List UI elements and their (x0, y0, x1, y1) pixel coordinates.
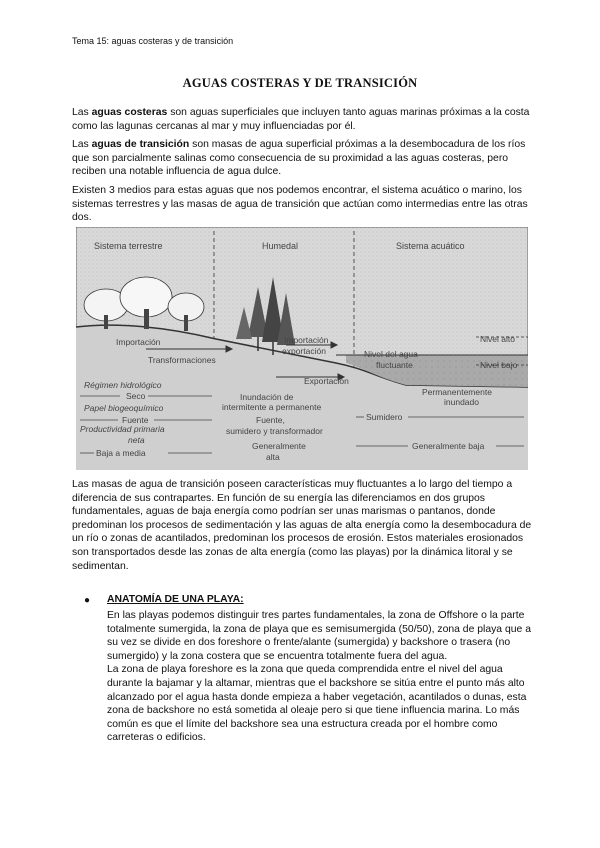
section-body (107, 609, 539, 745)
text-span: son masas de agua superficial próximas a la desembocadura de los ríos que son parcialmente salinas como consecuencia de su proximidad a las aguas costeras, pero reciben una notable influencia de agua dulce. (72, 139, 526, 178)
label-generalmente-baja: Generalmente baja (412, 441, 485, 451)
transition-paragraph: Las masas de agua de transición poseen características muy fluctuantes a lo largo del tiempo a diferencia de sus contrapartes. En función de su energía las diferenciamos en dos grupos fundamentales, aguas de baja energía como podrían ser unas marismas o pantanos, donde predominan los procesos de sedimentación y las aguas de alta energía como la desembocadura de un río o zonas de acantilados, predominan los procesos de erosión. Estos materiales erosionados son transportados desde las zonas de alta energía (como las playas) por la dinámica litoral y se sedimentan. (72, 479, 532, 572)
label-permanente-1: Permanentemente (422, 387, 492, 397)
section-paragraph-1: En las playas podemos distinguir tres partes fundamentales, la zona de Offshore o la parte totalmente sumergida, la zona de playa que es semisumergida (50/50), zona de playa que a su vez se divide en dos foreshore o frente/alante (sumergida) y backshore o trasera (no sumergido) y la zona costera que se encuentra totalmente fuera del agua. (107, 610, 531, 662)
label-productividad-2: neta (128, 435, 145, 445)
label-generalmente-2: alta (266, 452, 280, 462)
label-inundacion-1: Inundación de (240, 392, 294, 402)
section-title: ANATOMÍA DE UNA PLAYA: (107, 594, 244, 605)
label-productividad-1: Productividad primaria (80, 424, 165, 434)
label-nivel-bajo: Nivel bajo (480, 360, 518, 370)
label-sumidero-mid: sumidero y transformador (226, 426, 323, 436)
page-title: AGUAS COSTERAS Y DE TRANSICIÓN (182, 76, 418, 90)
label-exportacion-mid: exportación (282, 346, 326, 356)
label-papel: Papel biogeoquímico (84, 403, 164, 413)
page-header: Tema 15: aguas costeras y de transición (72, 36, 234, 46)
label-exportacion-bottom: Exportación (304, 376, 349, 386)
section-paragraph-2: La zona de playa foreshore es la zona que queda comprendida entre el nivel del agua durante la bajamar y la altamar, mientras que el backshore se sitúa entre el punto más alto alcanzado por el agua hasta donde empieza a haber vegetación, acantilados o dunas, esta zona de backshore no está sometida al oleaje pero si que tiene influencia marina. Lo más común es que el límite del backshore sea una estructura creada por el hombre como carreteras o edificios. (107, 664, 527, 744)
label-nivel-agua-2: fluctuante (376, 360, 413, 370)
label-regimen: Régimen hidrológico (84, 380, 162, 390)
label-nivel-alto: Nivel alto (480, 334, 515, 344)
label-humedal: Humedal (262, 241, 299, 251)
label-baja-media: Baja a media (96, 448, 146, 458)
label-seco: Seco (126, 391, 146, 401)
label-fuente-mid: Fuente, (256, 415, 285, 425)
label-transformaciones: Transformaciones (148, 355, 216, 365)
label-sistema-acuatico: Sistema acuático (396, 241, 465, 251)
intro-paragraph-3: Existen 3 medios para estas aguas que nos podemos encontrar, el sistema acuático o marino, los sistemas terrestres y las masas de agua de transición que actúan como intermedias entre las otras dos. (72, 185, 528, 224)
bullet-icon: ● (84, 595, 91, 606)
label-generalmente-1: Generalmente (252, 441, 306, 451)
label-inundacion-2: intermitente a permanente (222, 402, 322, 412)
label-fuente-left: Fuente (122, 415, 149, 425)
label-importacion-mid: Importación (284, 335, 329, 345)
text-span: Las (72, 107, 92, 118)
term-aguas-de-transicion: aguas de transición (91, 139, 190, 150)
text-span: Las (72, 139, 92, 150)
label-sumidero-right: Sumidero (366, 412, 403, 422)
label-importacion-left: Importación (116, 337, 161, 347)
label-nivel-agua-1: Nivel del agua (364, 349, 418, 359)
label-sistema-terrestre: Sistema terrestre (94, 241, 163, 251)
label-permanente-2: inundado (444, 397, 479, 407)
text-span: son aguas superficiales que incluyen tanto aguas marinas próximas a la costa como las lagunas cercanas al mar y muy influenciadas por él. (72, 107, 530, 132)
intro-paragraph-2 (72, 138, 532, 179)
intro-paragraph-1 (72, 106, 532, 133)
term-aguas-costeras: aguas costeras (91, 107, 168, 118)
ecosystem-diagram (76, 227, 528, 470)
